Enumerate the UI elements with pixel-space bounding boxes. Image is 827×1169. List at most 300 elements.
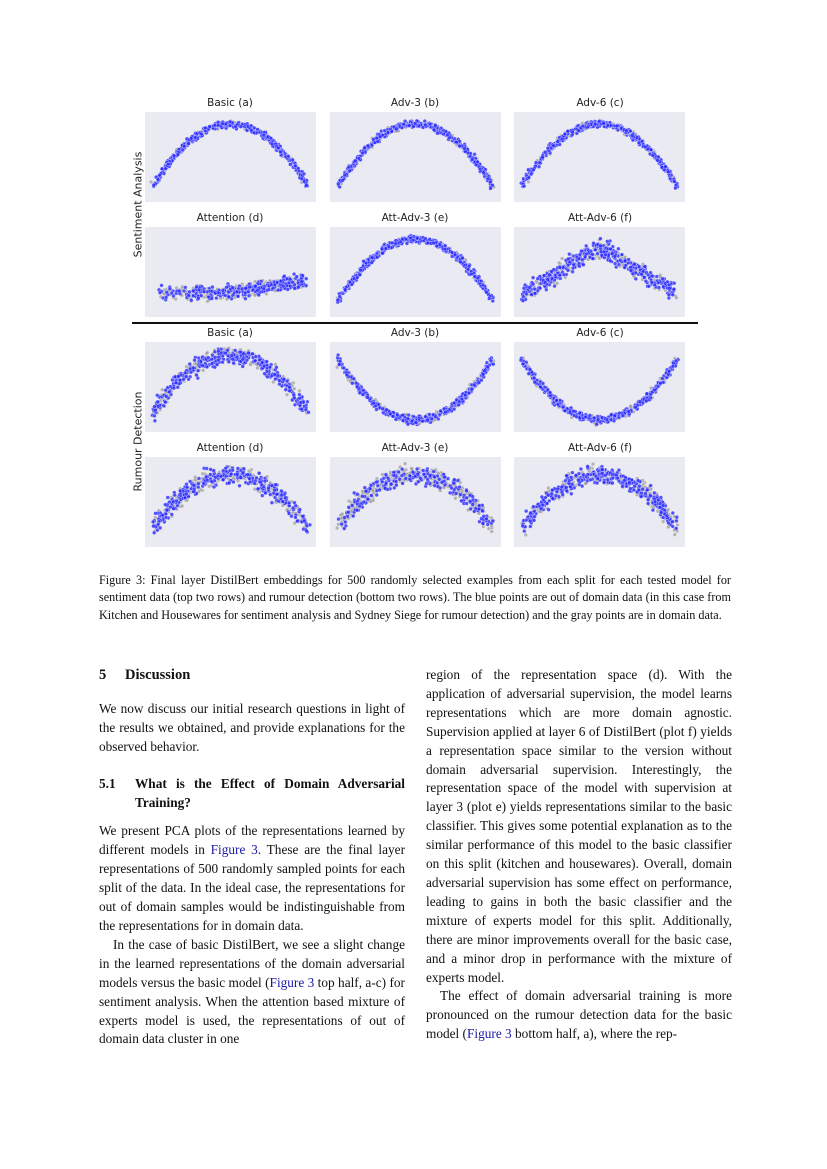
scatter-point — [228, 120, 232, 124]
scatter-point — [248, 285, 252, 289]
scatter-point — [287, 281, 291, 285]
scatter-point — [539, 385, 543, 389]
scatter-point — [195, 373, 199, 377]
scatter-point — [217, 349, 221, 353]
scatter-point — [588, 414, 592, 418]
scatter-point — [582, 263, 586, 267]
scatter-point — [376, 140, 380, 144]
scatter-point — [354, 381, 358, 385]
scatter-point — [553, 273, 557, 277]
scatter-point — [241, 357, 245, 361]
scatter-rd-adv6 — [514, 342, 685, 432]
scatter-point — [210, 289, 214, 293]
scatter-point — [599, 237, 603, 241]
scatter-point — [231, 286, 235, 290]
scatter-point — [430, 417, 434, 421]
scatter-point — [521, 362, 525, 366]
scatter-point — [625, 129, 629, 133]
scatter-point — [561, 405, 565, 409]
scatter-rd-adv3-svg — [330, 342, 501, 432]
scatter-point — [491, 183, 495, 187]
scatter-point — [210, 357, 214, 361]
scatter-point — [470, 158, 474, 162]
scatter-point — [239, 350, 243, 354]
scatter-point — [304, 277, 308, 281]
scatter-point — [466, 267, 470, 271]
scatter-point — [617, 247, 621, 251]
scatter-point — [193, 136, 197, 140]
scatter-point — [285, 393, 289, 397]
scatter-point — [526, 168, 530, 172]
scatter-point — [164, 167, 168, 171]
scatter-point — [452, 401, 456, 405]
scatter-point — [375, 256, 379, 260]
scatter-point — [275, 365, 279, 369]
scatter-point — [562, 273, 566, 277]
scatter-point — [213, 291, 217, 295]
scatter-point — [533, 380, 537, 384]
panel-title-sa-attadv6: Att-Adv-6 (f) — [567, 212, 633, 224]
scatter-point — [177, 289, 181, 293]
scatter-point — [491, 362, 495, 366]
scatter-point — [633, 262, 637, 266]
scatter-point — [577, 257, 581, 261]
scatter-point — [378, 135, 382, 139]
scatter-point — [385, 408, 389, 412]
scatter-point — [227, 360, 231, 364]
scatter-point — [165, 290, 169, 294]
scatter-point — [254, 355, 258, 359]
scatter-point — [168, 287, 172, 291]
scatter-point — [481, 283, 485, 287]
scatter-point — [522, 184, 526, 188]
scatter-point — [400, 126, 404, 130]
scatter-point — [646, 273, 650, 277]
scatter-point — [381, 411, 385, 415]
scatter-point — [156, 178, 160, 182]
scatter-point — [268, 365, 272, 369]
scatter-point — [600, 254, 604, 258]
scatter-point — [458, 144, 462, 148]
panel-title-sa-attadv3: Att-Adv-3 (e) — [381, 212, 449, 224]
scatter-point — [191, 289, 195, 293]
scatter-point — [275, 281, 279, 285]
scatter-point — [650, 274, 654, 278]
scatter-point — [348, 169, 352, 173]
scatter-point — [444, 410, 448, 414]
scatter-point — [550, 277, 554, 281]
figure-3 — [0, 0, 827, 560]
scatter-point — [352, 377, 356, 381]
scatter-sa-attadv6-svg — [514, 227, 685, 317]
scatter-point — [642, 276, 646, 280]
scatter-point — [571, 130, 575, 134]
scatter-point — [647, 284, 651, 288]
scatter-point — [599, 244, 603, 248]
scatter-point — [182, 144, 186, 148]
scatter-sa-att-svg — [145, 227, 316, 317]
scatter-point — [606, 124, 610, 128]
scatter-point — [651, 154, 655, 158]
scatter-point — [384, 247, 388, 251]
scatter-point — [415, 236, 419, 240]
scatter-point — [591, 253, 595, 257]
scatter-point — [618, 258, 622, 262]
scatter-point — [467, 391, 471, 395]
scatter-sa-basic-svg — [145, 112, 316, 202]
scatter-point — [399, 240, 403, 244]
scatter-point — [407, 413, 411, 417]
scatter-point — [260, 494, 264, 498]
scatter-point — [532, 168, 536, 172]
scatter-point — [584, 244, 588, 248]
scatter-point — [164, 296, 168, 300]
scatter-point — [486, 365, 490, 369]
scatter-point — [431, 413, 435, 417]
scatter-point — [305, 184, 309, 188]
scatter-point — [299, 401, 303, 405]
scatter-point — [226, 354, 230, 358]
scatter-point — [644, 399, 648, 403]
scatter-point — [226, 348, 230, 352]
scatter-point — [304, 284, 308, 288]
scatter-point — [634, 405, 638, 409]
scatter-rd-att-svg — [145, 457, 316, 547]
scatter-point — [433, 124, 437, 128]
scatter-point — [571, 270, 575, 274]
scatter-point — [550, 270, 554, 274]
scatter-point — [341, 179, 345, 183]
scatter-point — [489, 180, 493, 184]
scatter-point — [667, 170, 671, 174]
scatter-sa-adv6 — [514, 112, 685, 202]
scatter-point — [645, 392, 649, 396]
scatter-sa-adv3 — [330, 112, 501, 202]
scatter-point — [461, 256, 465, 260]
scatter-point — [204, 126, 208, 130]
scatter-point — [282, 284, 286, 288]
scatter-point — [634, 277, 638, 281]
scatter-point — [638, 400, 642, 404]
scatter-point — [560, 257, 564, 261]
scatter-point — [522, 290, 526, 294]
scatter-point — [196, 369, 200, 373]
scatter-point — [629, 269, 633, 273]
scatter-point — [644, 279, 648, 283]
scatter-point — [653, 283, 657, 287]
scatter-point — [674, 183, 678, 187]
scatter-point — [276, 146, 280, 150]
row-label-rumour: Rumour Detection — [131, 391, 145, 492]
scatter-point — [615, 124, 619, 128]
scatter-sa-adv3-svg — [330, 112, 501, 202]
scatter-point — [609, 247, 613, 251]
scatter-point — [483, 369, 487, 373]
panel-title-sa-basic: Basic (a) — [207, 97, 253, 109]
scatter-point — [521, 295, 525, 299]
scatter-point — [668, 177, 672, 181]
scatter-point — [402, 122, 406, 126]
scatter-point — [446, 133, 450, 137]
scatter-point — [556, 402, 560, 406]
scatter-point — [667, 370, 671, 374]
scatter-point — [182, 377, 186, 381]
scatter-point — [300, 407, 304, 411]
scatter-point — [406, 417, 410, 421]
scatter-point — [423, 123, 427, 127]
scatter-point — [249, 363, 253, 367]
scatter-point — [657, 155, 661, 159]
scatter-sa-attadv3 — [330, 227, 501, 317]
scatter-point — [426, 241, 430, 245]
scatter-point — [672, 281, 676, 285]
scatter-point — [170, 513, 174, 517]
scatter-point — [375, 408, 379, 412]
scatter-point — [180, 504, 184, 508]
scatter-point — [241, 365, 245, 369]
scatter-point — [306, 400, 310, 404]
scatter-point — [215, 296, 219, 300]
scatter-point — [227, 295, 231, 299]
scatter-point — [581, 124, 585, 128]
scatter-point — [362, 388, 366, 392]
scatter-point — [254, 284, 258, 288]
scatter-point — [355, 276, 359, 280]
scatter-point — [199, 360, 203, 364]
scatter-point — [394, 127, 398, 131]
scatter-point — [235, 290, 239, 294]
scatter-point — [453, 253, 457, 257]
scatter-point — [463, 147, 467, 151]
scatter-point — [355, 385, 359, 389]
scatter-point — [216, 120, 220, 124]
scatter-point — [531, 276, 535, 280]
scatter-point — [410, 419, 414, 423]
scatter-point — [657, 286, 661, 290]
scatter-point — [197, 296, 201, 300]
scatter-point — [357, 157, 361, 161]
scatter-point — [283, 274, 287, 278]
scatter-point — [284, 388, 288, 392]
scatter-rd-basic — [145, 342, 316, 432]
scatter-point — [649, 396, 653, 400]
panel-title-rd-attadv3: Att-Adv-3 (e) — [381, 442, 449, 454]
scatter-point — [541, 155, 545, 159]
scatter-point — [208, 125, 212, 129]
scatter-point — [256, 289, 260, 293]
scatter-point — [262, 133, 266, 137]
scatter-point — [167, 390, 171, 394]
scatter-point — [527, 372, 531, 376]
scatter-point — [523, 283, 527, 287]
scatter-point — [531, 282, 535, 286]
scatter-point — [298, 393, 302, 397]
scatter-point — [584, 415, 588, 419]
scatter-point — [288, 385, 292, 389]
scatter-point — [164, 395, 168, 399]
scatter-point — [668, 286, 672, 290]
scatter-point — [586, 125, 590, 129]
scatter-point — [277, 379, 281, 383]
scatter-point — [519, 358, 523, 362]
scatter-point — [182, 289, 186, 293]
scatter-point — [548, 273, 552, 277]
scatter-point — [276, 288, 280, 292]
scatter-point — [643, 265, 647, 269]
scatter-point — [374, 404, 378, 408]
scatter-point — [230, 354, 234, 358]
scatter-point — [266, 135, 270, 139]
scatter-point — [674, 359, 678, 363]
scatter-point — [343, 173, 347, 177]
scatter-point — [162, 172, 166, 176]
scatter-point — [528, 286, 532, 290]
scatter-point — [635, 136, 639, 140]
scatter-point — [661, 277, 665, 281]
scatter-point — [411, 238, 415, 242]
scatter-point — [266, 375, 270, 379]
scatter-point — [481, 373, 485, 377]
scatter-point — [244, 297, 248, 301]
scatter-point — [546, 146, 550, 150]
scatter-point — [286, 288, 290, 292]
scatter-point — [271, 286, 275, 290]
scatter-point — [613, 262, 617, 266]
scatter-point — [236, 295, 240, 299]
scatter-point — [160, 388, 164, 392]
scatter-point — [390, 241, 394, 245]
scatter-point — [480, 378, 484, 382]
scatter-point — [529, 172, 533, 176]
scatter-point — [548, 391, 552, 395]
scatter-point — [427, 413, 431, 417]
scatter-point — [211, 285, 215, 289]
scatter-point — [572, 409, 576, 413]
scatter-point — [210, 362, 214, 366]
scatter-point — [296, 166, 300, 170]
scatter-point — [366, 144, 370, 148]
scatter-point — [304, 408, 308, 412]
scatter-point — [231, 357, 235, 361]
scatter-point — [530, 293, 534, 297]
scatter-point — [293, 287, 297, 291]
scatter-point — [581, 258, 585, 262]
row-label-sentiment: Sentiment Analysis — [131, 151, 145, 258]
scatter-point — [279, 153, 283, 157]
scatter-point — [391, 414, 395, 418]
scatter-point — [602, 122, 606, 126]
scatter-point — [432, 128, 436, 132]
panel-title-rd-att: Attention (d) — [196, 442, 264, 454]
scatter-point — [154, 408, 158, 412]
scatter-point — [424, 237, 428, 241]
scatter-point — [207, 484, 211, 488]
scatter-point — [610, 252, 614, 256]
scatter-point — [379, 129, 383, 133]
scatter-point — [629, 405, 633, 409]
scatter-point — [205, 351, 209, 355]
scatter-point — [359, 268, 363, 272]
scatter-point — [657, 281, 661, 285]
scatter-point — [207, 295, 211, 299]
scatter-point — [258, 358, 262, 362]
scatter-point — [597, 119, 601, 123]
scatter-point — [253, 359, 257, 363]
scatter-point — [247, 294, 251, 298]
scatter-point — [396, 413, 400, 417]
panel-title-rd-adv3: Adv-3 (b) — [390, 327, 440, 339]
scatter-point — [567, 252, 571, 256]
scatter-point — [273, 377, 277, 381]
scatter-point — [291, 158, 295, 162]
scatter-rd-att — [145, 457, 316, 547]
scatter-point — [354, 159, 358, 163]
scatter-point — [279, 150, 283, 154]
scatter-point — [200, 132, 204, 136]
scatter-point — [596, 418, 600, 422]
scatter-point — [361, 151, 365, 155]
scatter-sa-att — [145, 227, 316, 317]
scatter-point — [245, 358, 249, 362]
scatter-point — [608, 259, 612, 263]
scatter-point — [472, 383, 476, 387]
scatter-point — [217, 358, 221, 362]
scatter-point — [534, 161, 538, 165]
scatter-point — [370, 261, 374, 265]
scatter-point — [457, 403, 461, 407]
panel-title-rd-basic: Basic (a) — [207, 327, 253, 339]
scatter-point — [432, 241, 436, 245]
scatter-point — [629, 265, 633, 269]
scatter-point — [413, 122, 417, 126]
scatter-sa-attadv3-svg — [330, 227, 501, 317]
scatter-point — [247, 351, 251, 355]
scatter-point — [623, 266, 627, 270]
scatter-point — [187, 377, 191, 381]
scatter-point — [602, 250, 606, 254]
scatter-point — [345, 373, 349, 377]
panel-title-rd-attadv6: Att-Adv-6 (f) — [567, 442, 633, 454]
scatter-point — [201, 364, 205, 368]
scatter-point — [566, 129, 570, 133]
scatter-point — [621, 414, 625, 418]
scatter-point — [243, 291, 247, 295]
scatter-point — [244, 286, 248, 290]
scatter-point — [656, 159, 660, 163]
scatter-point — [552, 144, 556, 148]
scatter-point — [571, 266, 575, 270]
scatter-point — [202, 290, 206, 294]
scatter-point — [583, 255, 587, 259]
scatter-point — [489, 359, 493, 363]
scatter-point — [197, 356, 201, 360]
scatter-point — [674, 296, 678, 300]
scatter-point — [170, 291, 174, 295]
scatter-point — [664, 165, 668, 169]
scatter-point — [156, 405, 160, 409]
scatter-point — [650, 280, 654, 284]
scatter-point — [177, 374, 181, 378]
scatter-point — [221, 289, 225, 293]
scatter-point — [620, 253, 624, 257]
scatter-point — [225, 285, 229, 289]
scatter-point — [637, 141, 641, 145]
scatter-point — [414, 421, 418, 425]
scatter-point — [300, 280, 304, 284]
scatter-point — [381, 251, 385, 255]
scatter-point — [390, 130, 394, 134]
scatter-point — [278, 382, 282, 386]
